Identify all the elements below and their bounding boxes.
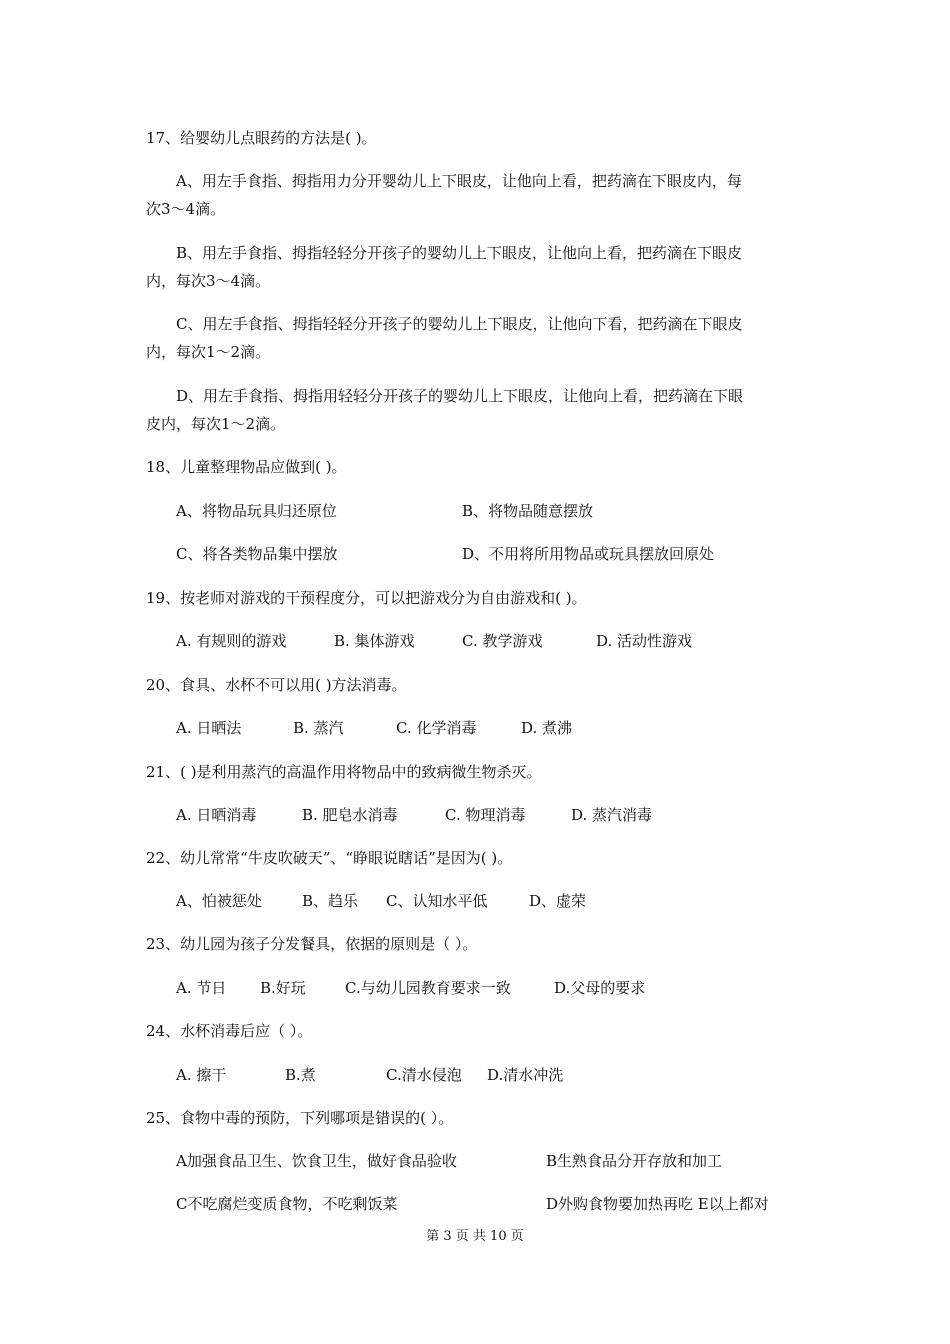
question-17-option-c-cont: 内，每次1～2滴。 <box>146 343 271 361</box>
question-21-stem: 21、( )是利用蒸汽的高温作用将物品中的致病微生物杀灭。 <box>146 763 542 781</box>
question-20-option-c: C. 化学消毒 <box>396 719 477 737</box>
question-23-option-d: D.父母的要求 <box>554 979 646 997</box>
question-18-option-d: D、不用将所用物品或玩具摆放回原处 <box>462 545 715 563</box>
question-17-option-b-cont: 内，每次3～4滴。 <box>146 272 271 290</box>
question-18-option-b: B、将物品随意摆放 <box>462 502 594 520</box>
question-23-option-a: A. 节日 <box>176 979 227 997</box>
question-25-stem: 25、食物中毒的预防，下列哪项是错误的( ）。 <box>146 1109 454 1127</box>
question-22-option-c: C、认知水平低 <box>386 892 488 910</box>
question-21-option-b: B. 肥皂水消毒 <box>302 806 398 824</box>
question-24-option-a: A. 擦干 <box>176 1066 227 1084</box>
question-20-option-d: D. 煮沸 <box>521 719 573 737</box>
question-21-option-c: C. 物理消毒 <box>445 806 526 824</box>
question-22-option-b: B、趋乐 <box>302 892 359 910</box>
question-19-stem: 19、按老师对游戏的干预程度分，可以把游戏分为自由游戏和( )。 <box>146 589 587 607</box>
question-23-option-c: C.与幼儿园教育要求一致 <box>345 979 511 997</box>
question-21-option-d: D. 蒸汽消毒 <box>571 806 653 824</box>
question-24-option-c: C.清水侵泡 <box>386 1066 462 1084</box>
question-20-stem: 20、食具、水杯不可以用( )方法消毒。 <box>146 676 407 694</box>
question-17-option-b: B、用左手食指、拇指轻轻分开孩子的婴幼儿上下眼皮，让他向上看，把药滴在下眼皮 <box>176 244 743 262</box>
question-18-option-a: A、将物品玩具归还原位 <box>176 502 337 520</box>
question-20-option-b: B. 蒸汽 <box>293 719 344 737</box>
question-17-option-d: D、用左手食指、拇指用轻轻分开孩子的婴幼儿上下眼皮，让他向上看，把药滴在下眼 <box>176 387 744 405</box>
question-25-option-a: A加强食品卫生、饮食卫生，做好食品验收 <box>176 1152 457 1170</box>
question-17-option-a: A、用左手食指、拇指用力分开婴幼儿上下眼皮，让他向上看，把药滴在下眼皮内，每 <box>176 172 742 190</box>
question-17-stem: 17、给婴幼儿点眼药的方法是( )。 <box>146 129 377 147</box>
question-18-stem: 18、儿童整理物品应做到( )。 <box>146 458 347 476</box>
question-19-option-d: D. 活动性游戏 <box>596 632 693 650</box>
question-19-option-c: C. 教学游戏 <box>462 632 543 650</box>
question-17-option-a-cont: 次3～4滴。 <box>146 200 226 218</box>
question-19-option-b: B. 集体游戏 <box>334 632 415 650</box>
question-20-option-a: A. 日晒法 <box>176 719 242 737</box>
question-25-option-d: D外购食物要加热再吃 E以上都对 <box>546 1195 769 1213</box>
question-23-option-b: B.好玩 <box>260 979 306 997</box>
question-17-option-c: C、用左手食指、拇指轻轻分开孩子的婴幼儿上下眼皮，让他向下看，把药滴在下眼皮 <box>176 315 743 333</box>
question-24-stem: 24、水杯消毒后应（ ）。 <box>146 1022 313 1040</box>
question-24-option-d: D.清水冲洗 <box>487 1066 564 1084</box>
question-22-option-a: A、怕被惩处 <box>176 892 262 910</box>
question-22-stem: 22、幼儿常常“牛皮吹破天”、“睁眼说瞎话”是因为( )。 <box>146 849 513 867</box>
question-18-option-c: C、将各类物品集中摆放 <box>176 545 338 563</box>
question-25-option-c: C不吃腐烂变质食物，不吃剩饭菜 <box>176 1195 398 1213</box>
page-footer: 第 3 页 共 10 页 <box>426 1229 524 1244</box>
question-23-stem: 23、幼儿园为孩子分发餐具，依据的原则是（ ）。 <box>146 935 478 953</box>
question-24-option-b: B.煮 <box>285 1066 316 1084</box>
question-19-option-a: A. 有规则的游戏 <box>176 632 287 650</box>
question-25-option-b: B生熟食品分开存放和加工 <box>546 1152 723 1170</box>
question-17-option-d-cont: 皮内，每次1～2滴。 <box>146 415 286 433</box>
question-21-option-a: A. 日晒消毒 <box>176 806 257 824</box>
question-22-option-d: D、虚荣 <box>529 892 587 910</box>
